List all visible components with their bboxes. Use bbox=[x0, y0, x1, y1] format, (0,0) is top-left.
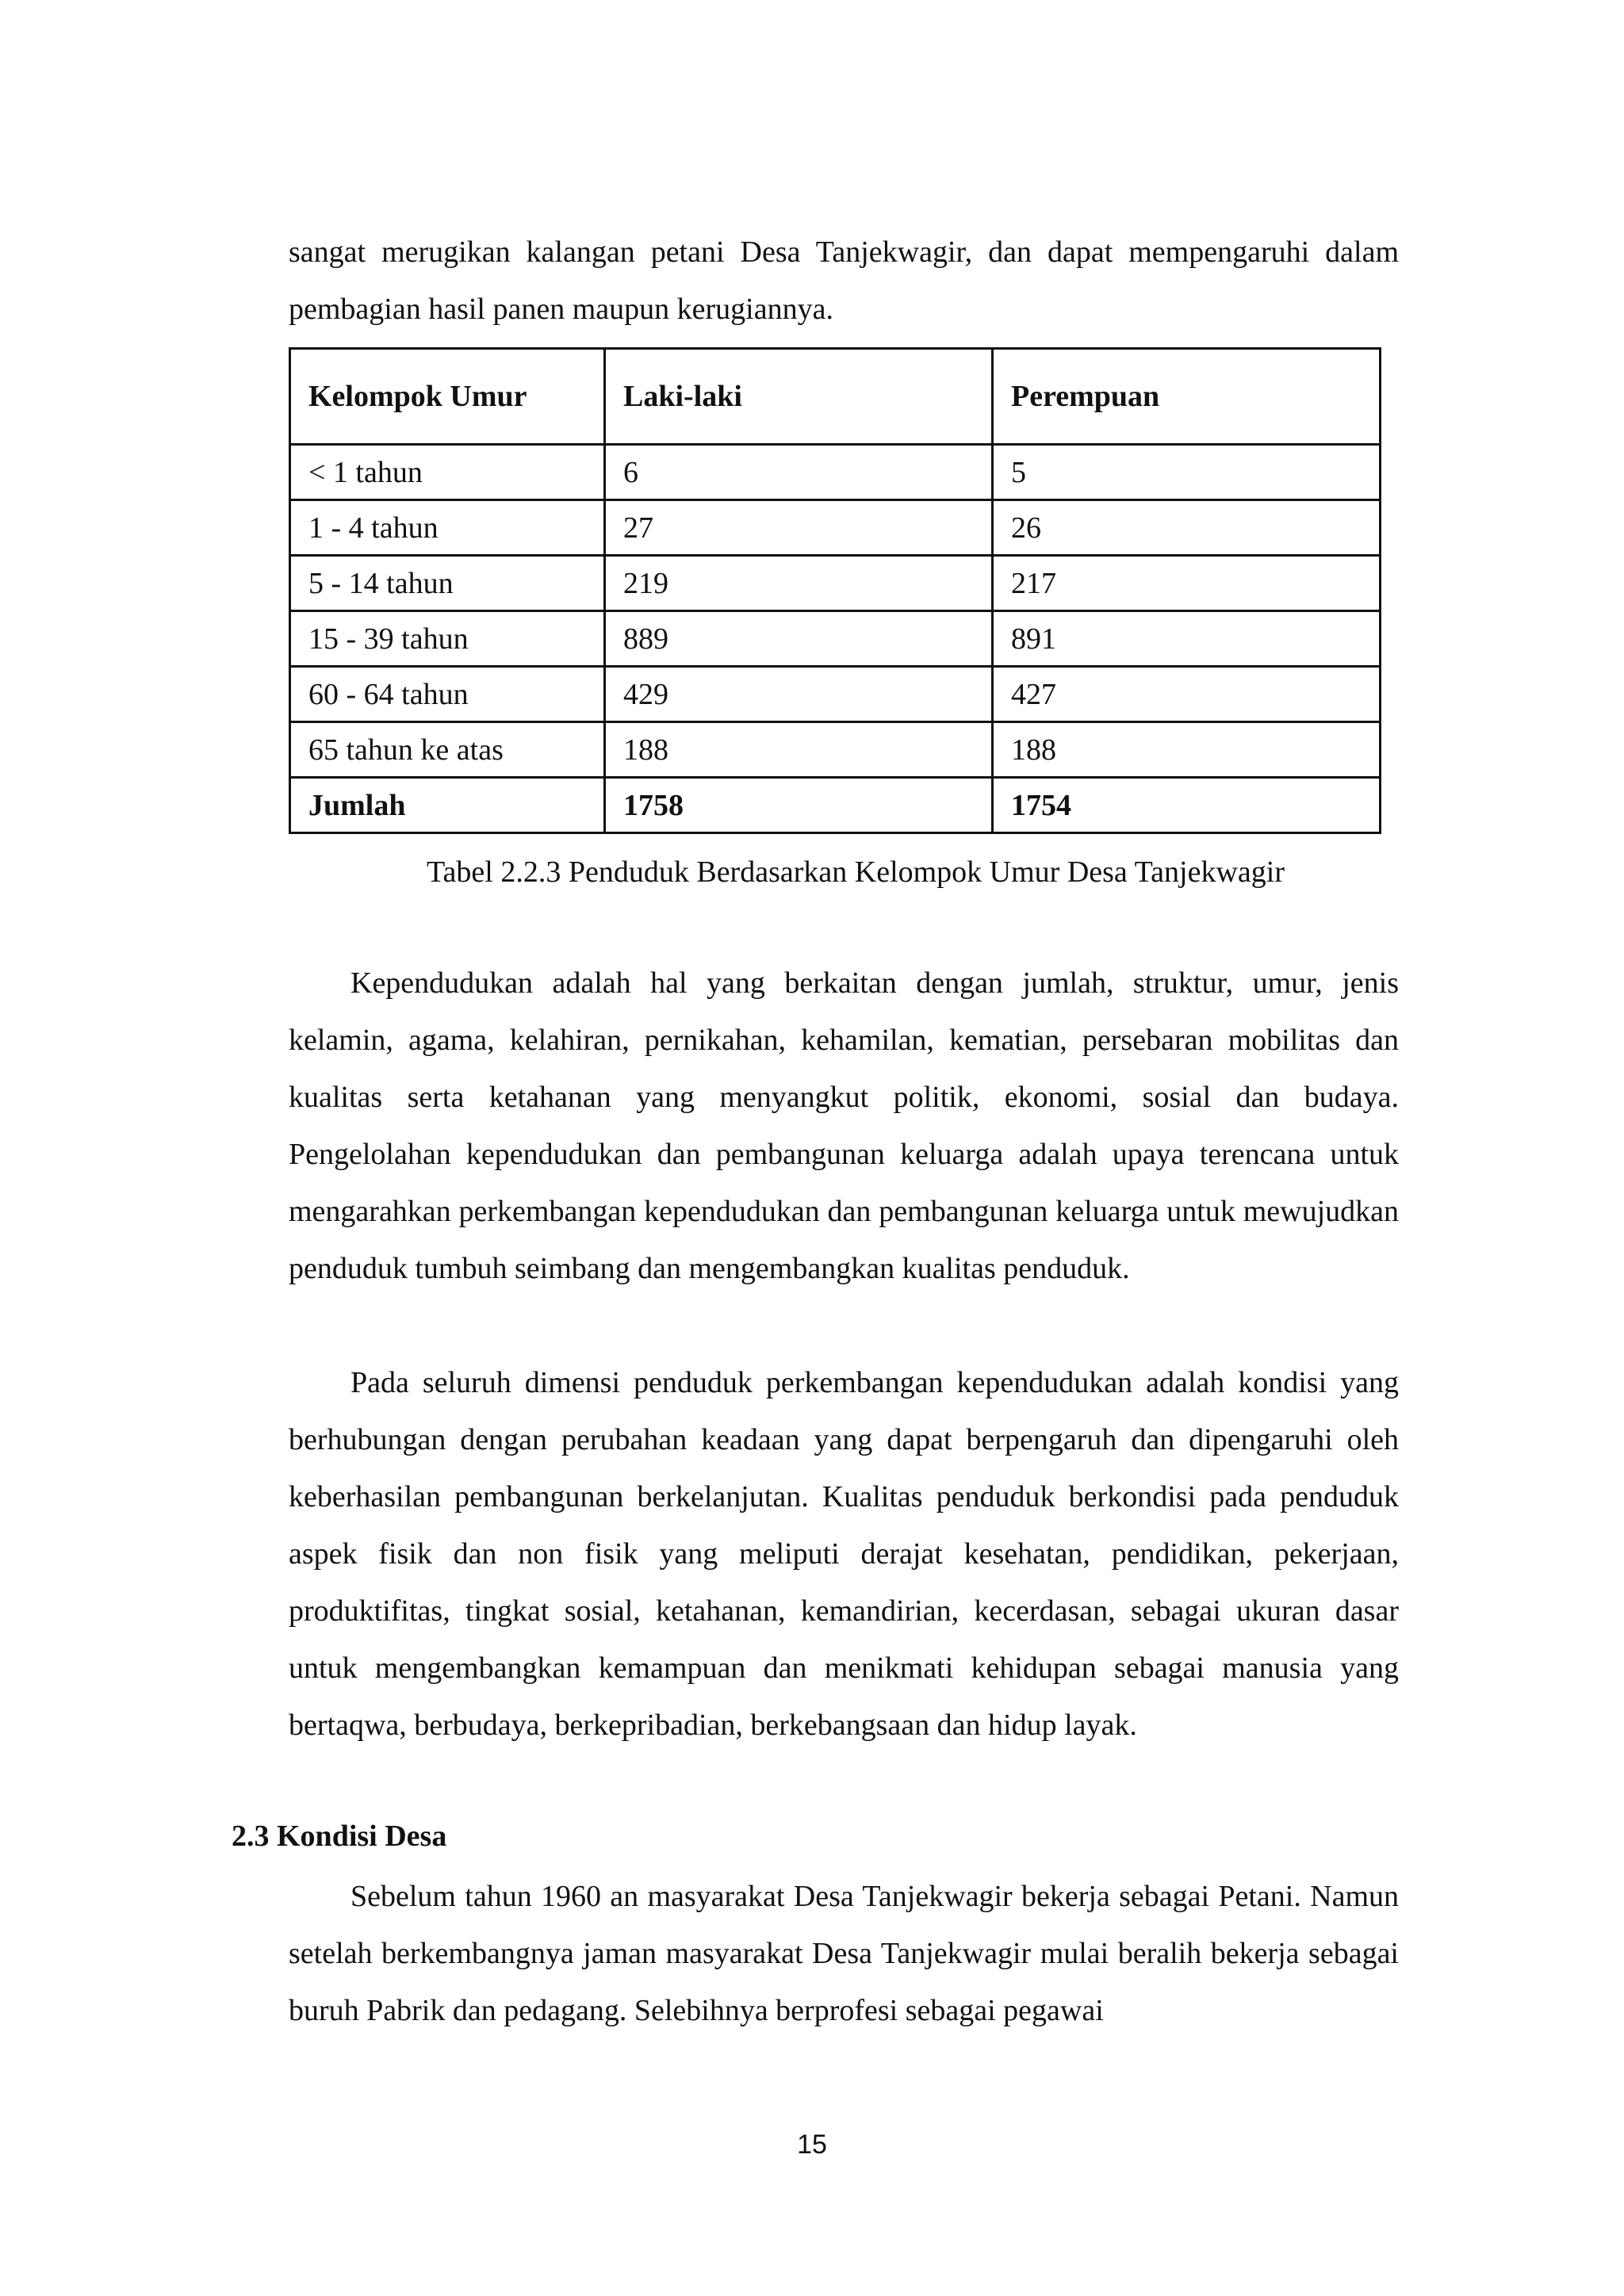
paragraph-population-quality: Pada seluruh dimensi penduduk perkembangan kependudukan adalah kondisi yang berhubungan dengan perubahan keadaan yang dapat berpengaruh dan dipengaruhi oleh keberhasilan pembangunan berkelanjutan. Kualitas penduduk berkondisi pada penduduk aspek fisik dan non fisik yang meliputi derajat kesehatan, pendidikan, pekerjaan, produktifitas, tingkat sosial, ketahanan, kemandirian, kecerdasan, sebagai ukuran dasar untuk mengembangkan kemampuan dan menikmati kehidupan sebagai manusia yang bertaqwa, berbudaya, berkepribadian, berkebangsaan dan hidup layak. bbox=[289, 1366, 1399, 1742]
cell-total-female: 1754 bbox=[993, 778, 1381, 833]
header-male: Laki-laki bbox=[605, 349, 993, 445]
table-row bbox=[290, 722, 1381, 778]
table-caption: Tabel 2.2.3 Penduduk Berdasarkan Kelompok Umur Desa Tanjekwagir bbox=[427, 855, 1285, 889]
cell-female: 188 bbox=[993, 722, 1381, 778]
cell-male: 188 bbox=[605, 722, 993, 778]
section-heading: 2.3 Kondisi Desa bbox=[232, 1820, 447, 1853]
cell-female: 5 bbox=[993, 445, 1381, 500]
paragraph-population: Kependudukan adalah hal yang berkaitan dengan jumlah, struktur, umur, jenis kelamin, agama, kelahiran, pernikahan, kehamilan, kematian, persebaran mobilitas dan kualitas serta ketahanan yang menyangkut politik, ekonomi, sosial dan budaya. Pengelolahan kependudukan dan pembangunan keluarga adalah upaya terencana untuk mengarahkan perkembangan kependudukan dan pembangunan keluarga untuk mewujudkan penduduk tumbuh seimbang dan mengembangkan kualitas penduduk. bbox=[289, 966, 1399, 1285]
header-age-group: Kelompok Umur bbox=[290, 349, 605, 445]
cell-age-group: 5 - 14 tahun bbox=[290, 556, 605, 611]
cell-female: 26 bbox=[993, 500, 1381, 556]
page-number: 15 bbox=[797, 2130, 827, 2160]
cell-total-male: 1758 bbox=[605, 778, 993, 833]
cell-female: 427 bbox=[993, 667, 1381, 722]
cell-age-group: 65 tahun ke atas bbox=[290, 722, 605, 778]
cell-age-group: 60 - 64 tahun bbox=[290, 667, 605, 722]
intro-paragraph: sangat merugikan kalangan petani Desa Tanjekwagir, dan dapat mempengaruhi dalam pembagian hasil panen maupun kerugiannya. bbox=[289, 235, 1399, 326]
cell-age-group: 15 - 39 tahun bbox=[290, 611, 605, 667]
table-row bbox=[290, 556, 1381, 611]
cell-male: 889 bbox=[605, 611, 993, 667]
table-row bbox=[290, 667, 1381, 722]
cell-female: 891 bbox=[993, 611, 1381, 667]
cell-age-group: < 1 tahun bbox=[290, 445, 605, 500]
table-header-row bbox=[290, 349, 1381, 445]
table-total-row bbox=[290, 778, 1381, 833]
population-table bbox=[289, 347, 1381, 834]
cell-male: 429 bbox=[605, 667, 993, 722]
cell-age-group: 1 - 4 tahun bbox=[290, 500, 605, 556]
cell-female: 217 bbox=[993, 556, 1381, 611]
cell-male: 219 bbox=[605, 556, 993, 611]
cell-male: 27 bbox=[605, 500, 993, 556]
paragraph-village-condition: Sebelum tahun 1960 an masyarakat Desa Tanjekwagir bekerja sebagai Petani. Namun setelah berkembangnya jaman masyarakat Desa Tanjekwagir mulai beralih bekerja sebagai buruh Pabrik dan pedagang. Selebihnya berprofesi sebagai pegawai bbox=[289, 1880, 1399, 2027]
table-row bbox=[290, 445, 1381, 500]
cell-total-label: Jumlah bbox=[290, 778, 605, 833]
header-female: Perempuan bbox=[993, 349, 1381, 445]
table-row bbox=[290, 500, 1381, 556]
table-row bbox=[290, 611, 1381, 667]
cell-male: 6 bbox=[605, 445, 993, 500]
